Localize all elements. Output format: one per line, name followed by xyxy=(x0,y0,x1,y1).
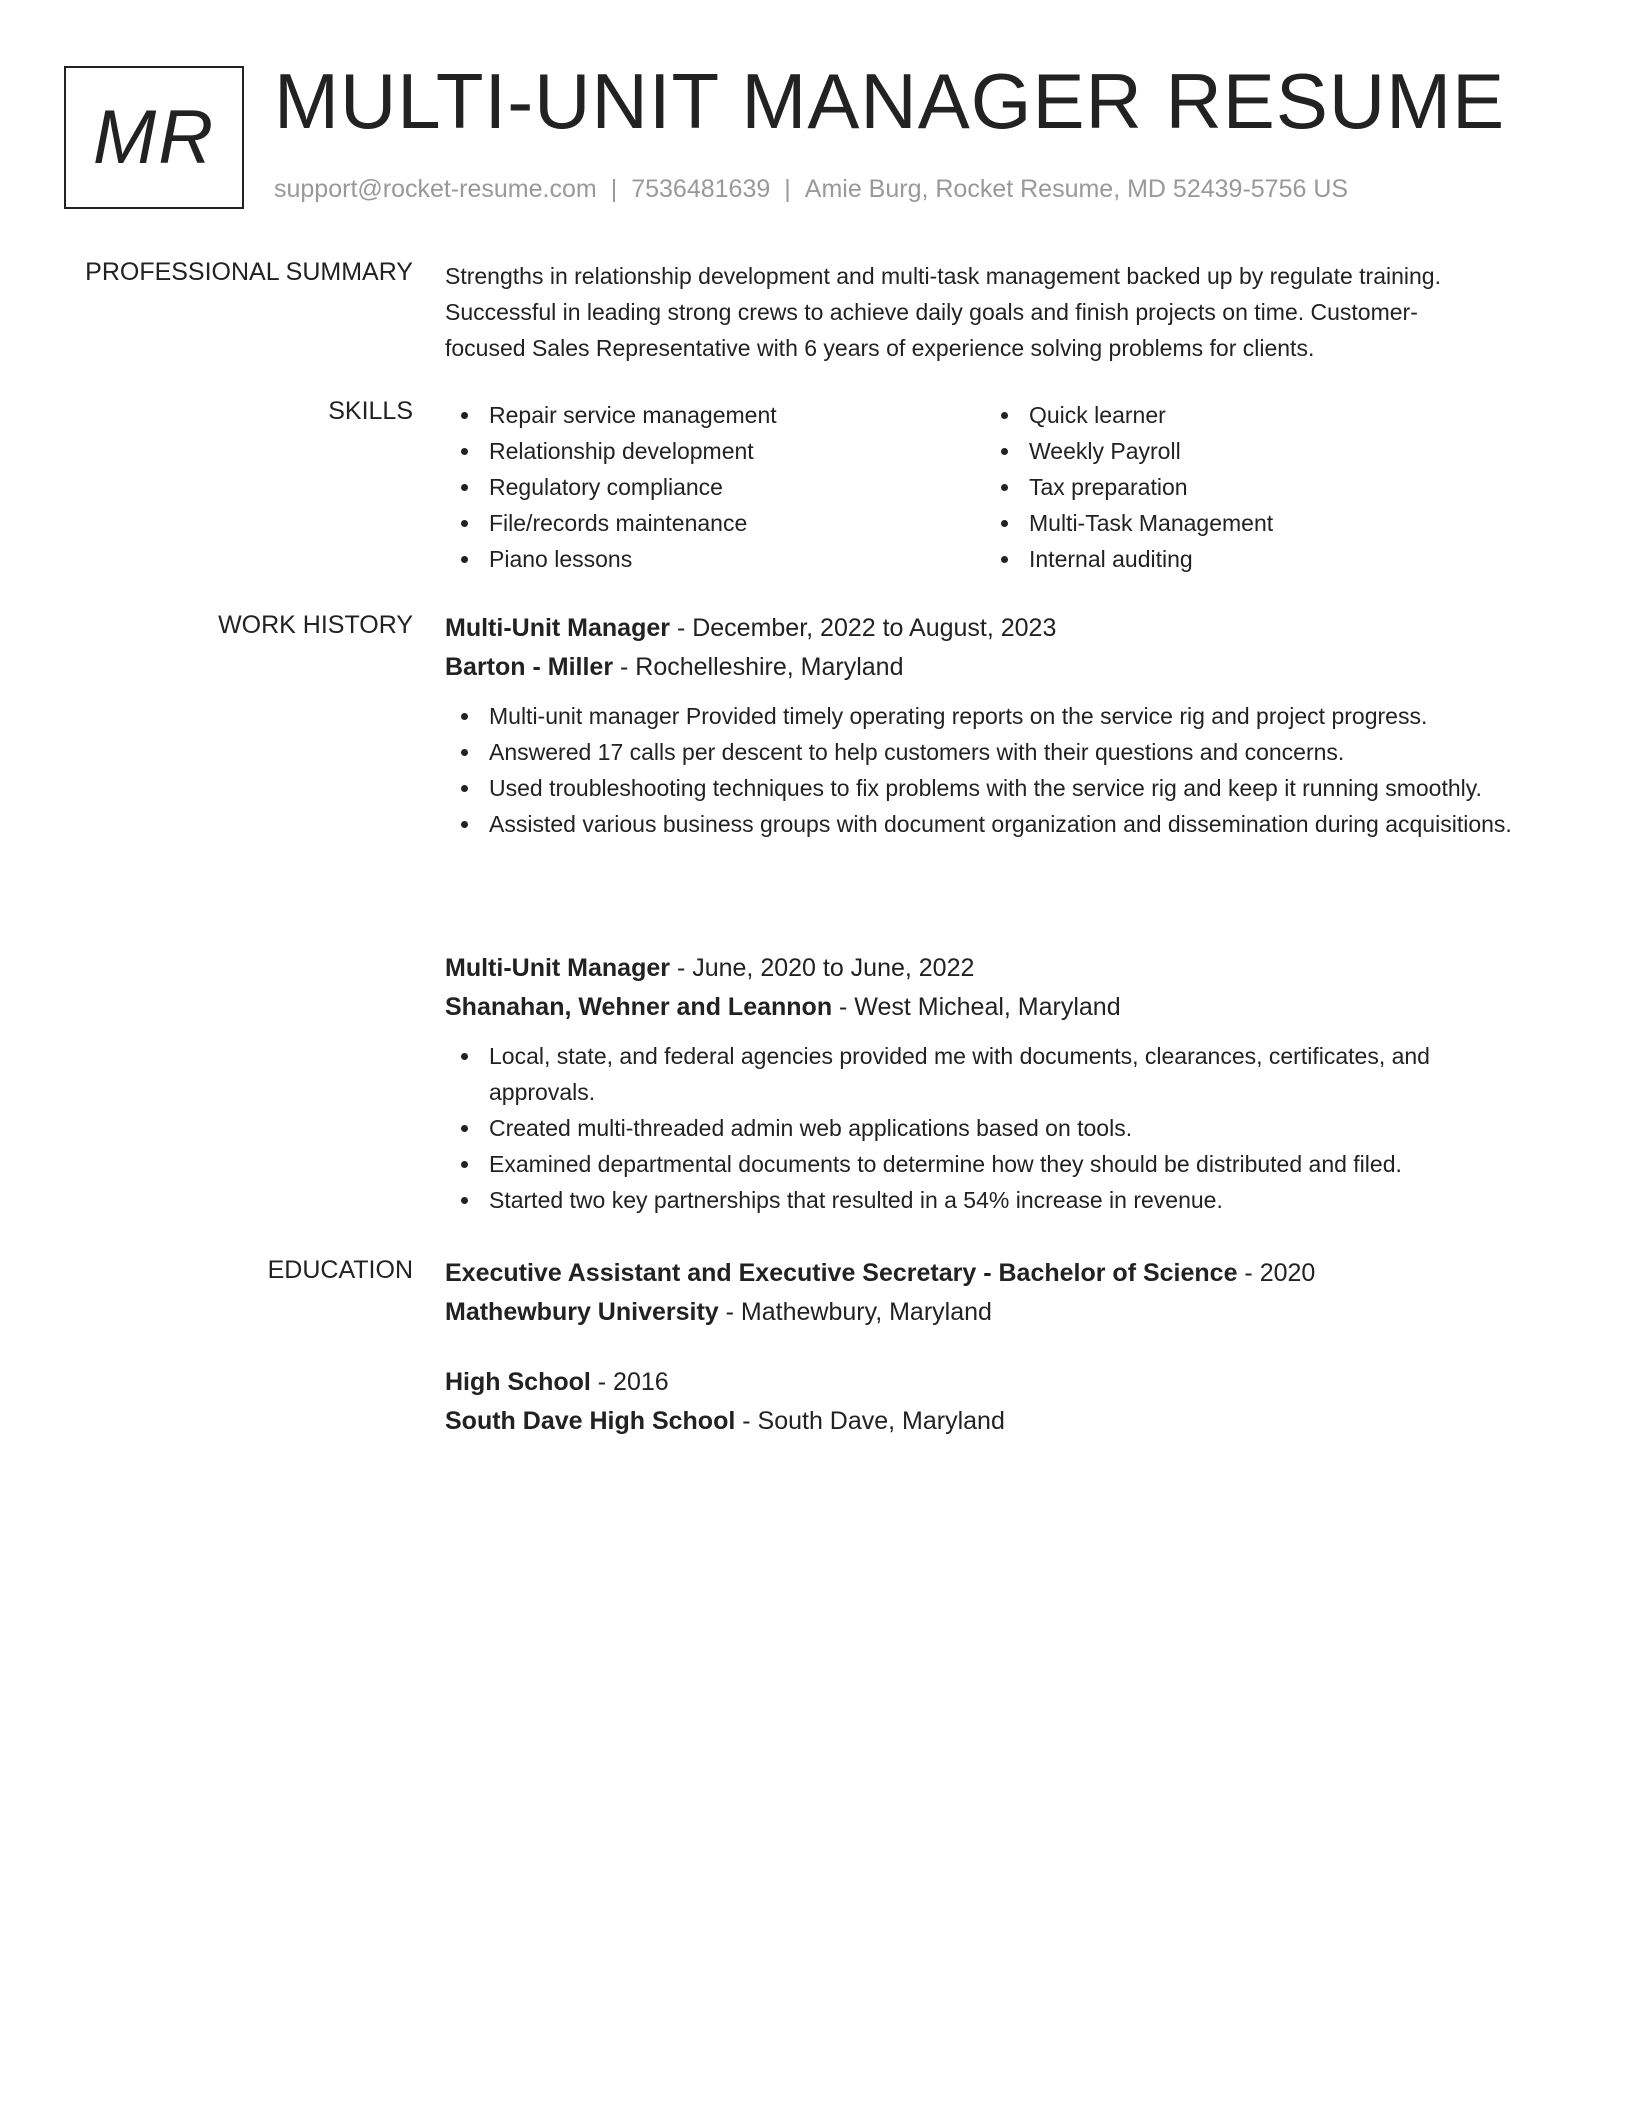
skills-list-left xyxy=(445,397,985,577)
skill-item: File/records maintenance xyxy=(445,505,985,541)
skill-item: Tax preparation xyxy=(985,469,1525,505)
job-dates: - June, 2020 to June, 2022 xyxy=(670,954,975,982)
summary-body xyxy=(445,258,1525,366)
job-bullet: Multi-unit manager Provided timely operating reports on the service rig and project progress. xyxy=(445,698,1525,734)
job-location: - Rochelleshire, Maryland xyxy=(613,653,904,681)
job-bullet: Local, state, and federal agencies provided me with documents, clearances, certificates, and approvals. xyxy=(445,1038,1525,1110)
job-bullets xyxy=(445,698,1525,842)
job-company-line xyxy=(445,988,1525,1027)
skill-item: Weekly Payroll xyxy=(985,433,1525,469)
education-entry xyxy=(445,1254,1525,1332)
job-company-line xyxy=(445,648,1525,687)
job-title-line xyxy=(445,949,1525,988)
job-bullet: Started two key partnerships that resulted in a 54% increase in revenue. xyxy=(445,1182,1525,1218)
job-title: Multi-Unit Manager xyxy=(445,954,670,982)
contact-email: support@rocket-resume.com xyxy=(274,175,597,203)
job-bullet: Used troubleshooting techniques to fix problems with the service rig and keep it running smoothly. xyxy=(445,770,1525,806)
contact-phone: 7536481639 xyxy=(631,175,771,203)
skills-grid xyxy=(445,397,1525,577)
education-entry xyxy=(445,1363,1525,1441)
job-company: Barton - Miller xyxy=(445,653,614,681)
skill-item: Relationship development xyxy=(445,433,985,469)
section-label-work-history: WORK HISTORY xyxy=(218,611,413,639)
job-bullets xyxy=(445,1038,1525,1218)
job-bullet: Created multi-threaded admin web applications based on tools. xyxy=(445,1110,1525,1146)
contact-address: Amie Burg, Rocket Resume, MD 52439-5756 US xyxy=(804,175,1349,203)
job-entry xyxy=(445,609,1525,842)
section-label-skills: SKILLS xyxy=(328,397,413,425)
summary-line: focused Sales Representative with 6 years of experience solving problems for clients. xyxy=(445,335,1315,361)
skill-item: Internal auditing xyxy=(985,541,1525,577)
school-line xyxy=(445,1293,1525,1332)
degree: Executive Assistant and Executive Secretary - Bachelor of Science xyxy=(445,1259,1238,1287)
job-company: Shanahan, Wehner and Leannon xyxy=(445,993,833,1021)
school-line xyxy=(445,1402,1525,1441)
job-bullet: Assisted various business groups with document organization and dissemination during acquisitions. xyxy=(445,806,1525,842)
contact-separator: | xyxy=(610,175,618,203)
school-location: - Mathewbury, Maryland xyxy=(718,1298,992,1326)
skill-item: Regulatory compliance xyxy=(445,469,985,505)
summary-line: Strengths in relationship development and multi-task management backed up by regulate training. xyxy=(445,263,1441,289)
section-label-education: EDUCATION xyxy=(267,1256,413,1284)
job-entry xyxy=(445,949,1525,1218)
job-title: Multi-Unit Manager xyxy=(445,614,670,642)
degree-line xyxy=(445,1363,1525,1402)
school-location: - South Dave, Maryland xyxy=(735,1407,1005,1435)
skills-list-right xyxy=(985,397,1525,577)
section-label-summary: PROFESSIONAL SUMMARY xyxy=(85,258,413,286)
degree-year: - 2020 xyxy=(1237,1259,1316,1287)
skill-item: Repair service management xyxy=(445,397,985,433)
monogram-box xyxy=(64,66,244,209)
job-location: - West Micheal, Maryland xyxy=(832,993,1121,1021)
school: South Dave High School xyxy=(445,1407,736,1435)
monogram-initials: MR xyxy=(92,95,216,180)
degree-line xyxy=(445,1254,1525,1293)
skill-item: Piano lessons xyxy=(445,541,985,577)
job-dates: - December, 2022 to August, 2023 xyxy=(670,614,1057,642)
school: Mathewbury University xyxy=(445,1298,719,1326)
summary-line: Successful in leading strong crews to achieve daily goals and finish projects on time. Customer- xyxy=(445,299,1418,325)
job-bullet: Answered 17 calls per descent to help customers with their questions and concerns. xyxy=(445,734,1525,770)
resume-title: MULTI-UNIT MANAGER RESUME xyxy=(274,57,1506,145)
contact-separator: | xyxy=(784,175,791,203)
job-bullet: Examined departmental documents to determine how they should be distributed and filed. xyxy=(445,1146,1525,1182)
skill-item: Multi-Task Management xyxy=(985,505,1525,541)
job-title-line xyxy=(445,609,1525,648)
skill-item: Quick learner xyxy=(985,397,1525,433)
contact-line xyxy=(274,175,1348,204)
degree: High School xyxy=(445,1368,591,1396)
degree-year: - 2016 xyxy=(590,1368,669,1396)
